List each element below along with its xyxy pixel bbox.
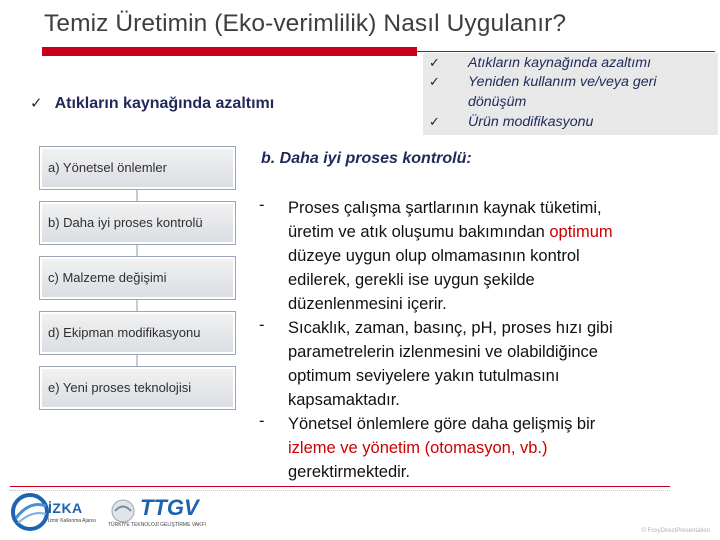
card-yeni-proses-teknolojisi bbox=[39, 366, 236, 410]
bullet-line: optimum seviyelere yakın tutulmasını bbox=[288, 367, 560, 385]
bullet-text-3 bbox=[288, 412, 595, 484]
bullet-dash: - bbox=[259, 412, 265, 430]
bullet-line: Proses çalışma şartlarının kaynak tüketimi, bbox=[288, 199, 602, 217]
bullet-line: kapsamaktadır. bbox=[288, 391, 400, 409]
left-bullet bbox=[30, 94, 274, 113]
bullet-line: üretim ve atık oluşumu bakımından optimum bbox=[288, 223, 613, 241]
checkmark-icon: ✓ bbox=[429, 55, 440, 70]
izka-logo bbox=[10, 492, 98, 532]
card-label: a) Yönetsel önlemler bbox=[48, 160, 167, 175]
bullet-line: Sıcaklık, zaman, basınç, pH, proses hızı gibi bbox=[288, 319, 613, 337]
card-label: d) Ekipman modifikasyonu bbox=[48, 325, 201, 340]
ttgv-logo-text: TTGV bbox=[140, 495, 199, 520]
bullet-text-1 bbox=[288, 196, 613, 316]
bullet-line: parametrelerin izlenmesini ve olabildiğince bbox=[288, 343, 598, 361]
card-label: b) Daha iyi proses kontrolü bbox=[48, 215, 203, 230]
card-ekipman-modifikasyonu bbox=[39, 311, 236, 355]
bullet-dash: - bbox=[259, 196, 265, 214]
card-daha-iyi-proses-kontrolu bbox=[39, 201, 236, 245]
bullet-line: gerektirmektedir. bbox=[288, 463, 410, 481]
izka-globe-icon bbox=[10, 492, 50, 532]
right-item: Atıkların kaynağında azaltımı bbox=[468, 55, 651, 71]
checkmark-icon: ✓ bbox=[30, 95, 43, 112]
section-heading: b. Daha iyi proses kontrolü: bbox=[261, 150, 472, 167]
right-item: Ürün modifikasyonu bbox=[468, 114, 594, 130]
copyright-text: © FoxyDirectPresentation bbox=[641, 528, 710, 534]
bullet-line: izleme ve yönetim (otomasyon, vb.) bbox=[288, 439, 548, 457]
card-yonetsel-onlemler bbox=[39, 146, 236, 190]
card-malzeme-degisimi bbox=[39, 256, 236, 300]
checkmark-icon: ✓ bbox=[429, 74, 440, 89]
slide-title: Temiz Üretimin (Eko-verimlilik) Nasıl Uygulanır? bbox=[44, 10, 567, 37]
title-accent-bar bbox=[42, 47, 417, 56]
footer-rule-line bbox=[10, 486, 670, 487]
bullet-line: düzeye uygun olup olmamasının kontrol bbox=[288, 247, 580, 265]
bullet-line: Yönetsel önlemlere göre daha gelişmiş bir bbox=[288, 415, 596, 433]
checkmark-icon: ✓ bbox=[429, 114, 440, 129]
bullet-line: düzenlenmesini içerir. bbox=[288, 295, 447, 313]
right-summary-box bbox=[423, 53, 718, 135]
bullet-line: edilerek, gerekli ise uygun şekilde bbox=[288, 271, 535, 289]
title-rule-line bbox=[417, 51, 715, 52]
bullet-text-2 bbox=[288, 316, 613, 412]
card-label: c) Malzeme değişimi bbox=[48, 270, 167, 285]
izka-logo-text: İZKA bbox=[48, 500, 83, 516]
izka-logo-subtitle: İzmir Kalkınma Ajansı bbox=[48, 518, 97, 524]
ttgv-logo-subtitle: TÜRKİYE TEKNOLOJİ GELİŞTİRME VAKFI bbox=[108, 522, 206, 528]
card-label: e) Yeni proses teknolojisi bbox=[48, 380, 192, 395]
right-item: Yeniden kullanım ve/veya geri bbox=[468, 74, 657, 90]
ttgv-mark-icon bbox=[110, 498, 136, 524]
left-bullet-text: Atıkların kaynağında azaltımı bbox=[54, 95, 275, 112]
bullet-dash: - bbox=[259, 316, 265, 334]
ttgv-logo bbox=[108, 492, 208, 532]
right-item: dönüşüm bbox=[468, 94, 527, 110]
